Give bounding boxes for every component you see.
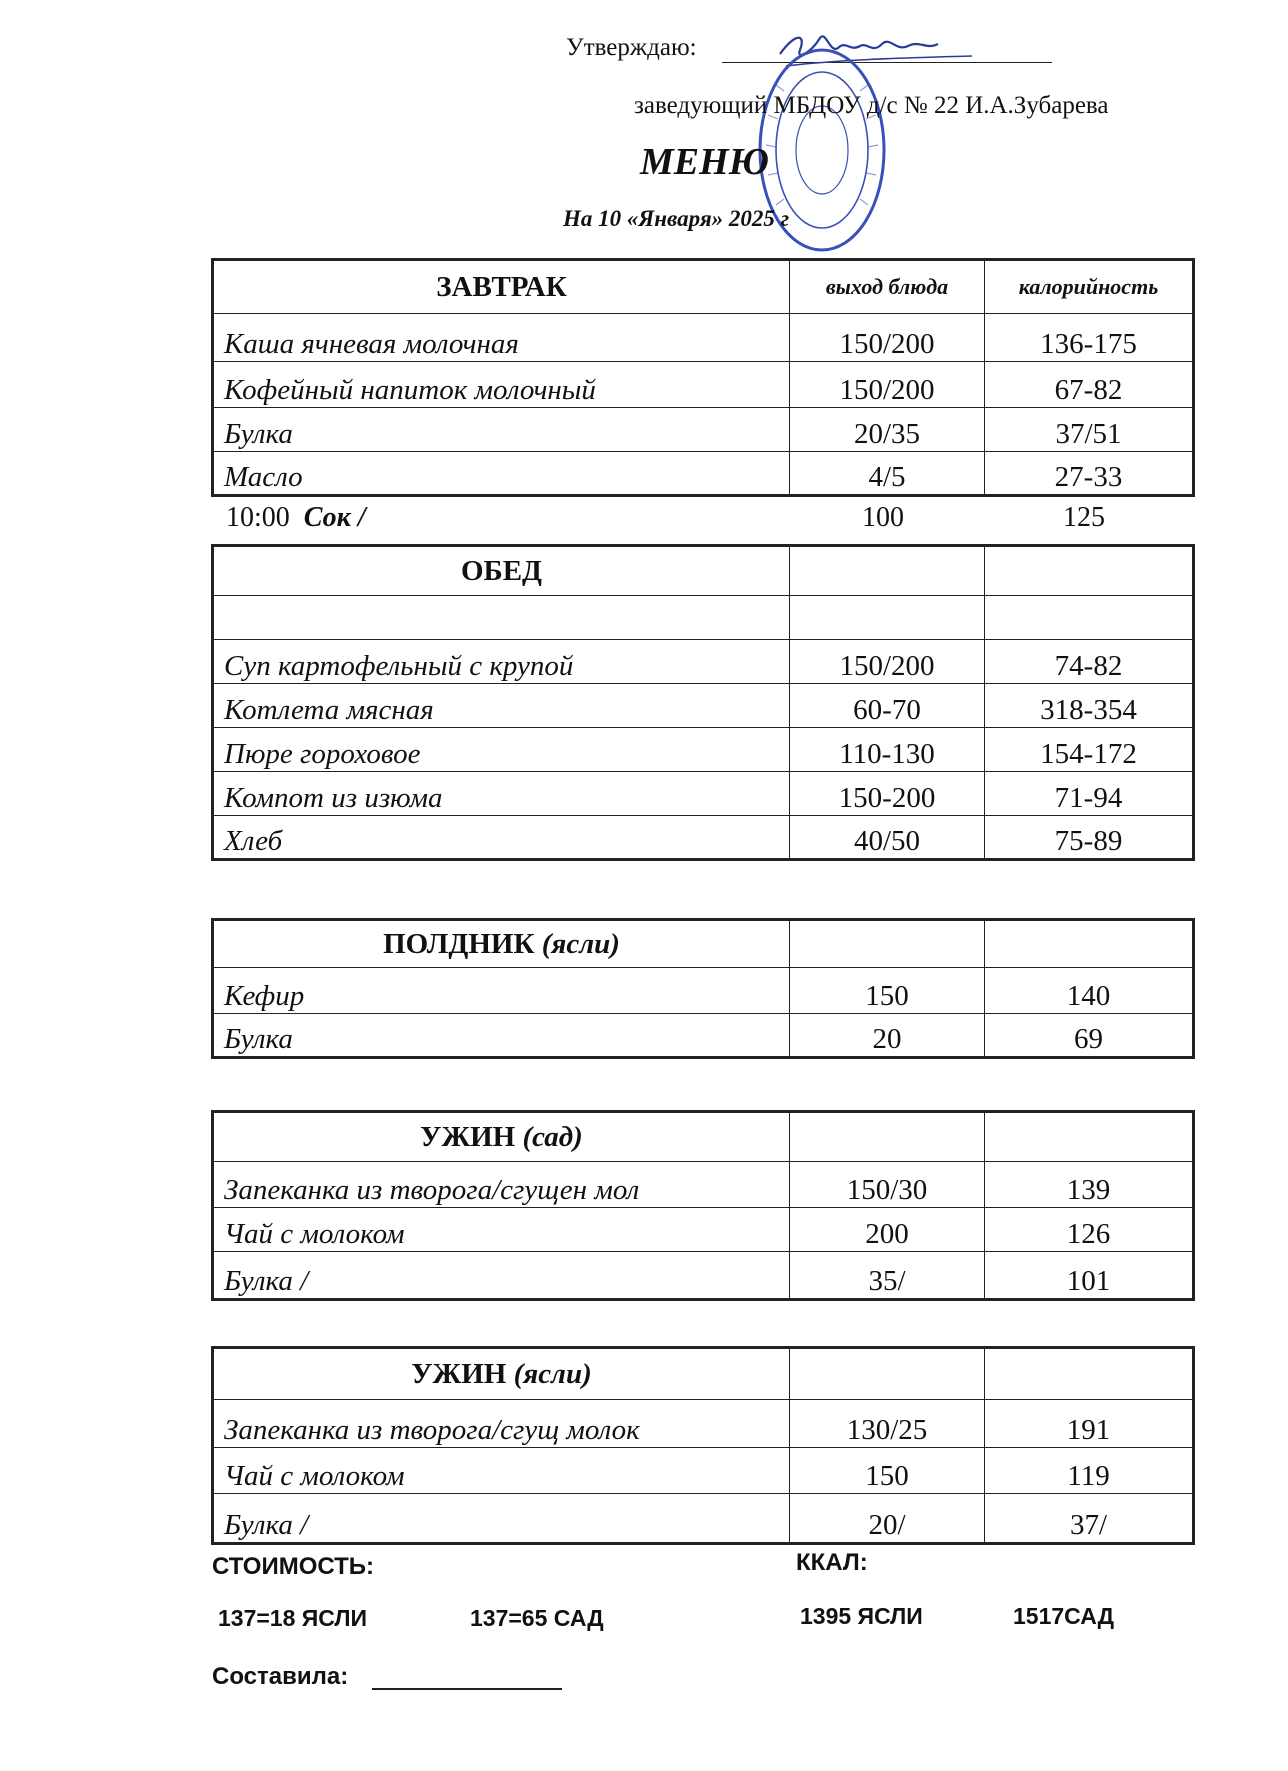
kcal-nursery: 1395 ЯСЛИ xyxy=(800,1603,923,1629)
snack-time: 10:00 xyxy=(226,502,290,533)
table-row: Каша ячневая молочная 150/200 136-175 xyxy=(213,314,1194,362)
compiled-signature-line xyxy=(372,1688,562,1690)
table-row: Булка 20/35 37/51 xyxy=(213,408,1194,452)
section-title-afternoon: ПОЛДНИК (ясли) xyxy=(213,920,790,968)
table-row: Кефир 150 140 xyxy=(213,968,1194,1014)
table-row: Масло 4/5 27-33 xyxy=(213,452,1194,496)
snack-kcal: 125 xyxy=(1063,502,1105,533)
dinner-garden-table xyxy=(211,1110,1195,1301)
section-title-lunch: ОБЕД xyxy=(213,546,790,596)
snack-name: Сок / xyxy=(303,502,366,533)
menu-date: На 10 «Января» 2025 г xyxy=(563,206,790,231)
table-row: Запеканка из творога/сгущен мол 150/30 139 xyxy=(213,1162,1194,1208)
table-row: Чай с молоком 200 126 xyxy=(213,1208,1194,1252)
kcal-label: ККАЛ: xyxy=(796,1549,868,1576)
page-title: МЕНЮ xyxy=(640,141,769,183)
table-row: Булка / 20/ 37/ xyxy=(213,1494,1194,1544)
approve-label: Утверждаю: xyxy=(566,34,697,61)
table-row: Компот из изюма 150-200 71-94 xyxy=(213,772,1194,816)
compiled-label: Составила: xyxy=(212,1663,349,1690)
snack-line xyxy=(226,502,366,534)
breakfast-table xyxy=(211,258,1195,497)
table-row: Булка 20 69 xyxy=(213,1014,1194,1058)
table-row: Хлеб 40/50 75-89 xyxy=(213,816,1194,860)
cost-label: СТОИМОСТЬ: xyxy=(212,1553,375,1580)
column-header-yield: выход блюда xyxy=(790,260,985,314)
section-title-dinner-garden: УЖИН (сад) xyxy=(213,1112,790,1162)
approver: заведующий МБДОУ д/с № 22 И.А.Зубарева xyxy=(634,92,1109,119)
table-row: Запеканка из творога/сгущ молок 130/25 191 xyxy=(213,1400,1194,1448)
table-row: Котлета мясная 60-70 318-354 xyxy=(213,684,1194,728)
snack-yield: 100 xyxy=(862,502,904,533)
afternoon-table xyxy=(211,918,1195,1059)
table-row: Суп картофельный с крупой 150/200 74-82 xyxy=(213,640,1194,684)
table-row: Кофейный напиток молочный 150/200 67-82 xyxy=(213,362,1194,408)
table-row: Пюре гороховое 110-130 154-172 xyxy=(213,728,1194,772)
cost-garden: 137=65 САД xyxy=(470,1605,604,1631)
table-row: Булка / 35/ 101 xyxy=(213,1252,1194,1300)
dinner-nursery-table xyxy=(211,1346,1195,1545)
column-header-calories: калорийность xyxy=(985,260,1194,314)
section-title-dinner-nursery: УЖИН (ясли) xyxy=(213,1348,790,1400)
kcal-garden: 1517САД xyxy=(1013,1603,1115,1629)
table-row: Чай с молоком 150 119 xyxy=(213,1448,1194,1494)
lunch-table xyxy=(211,544,1195,861)
section-title-breakfast: ЗАВТРАК xyxy=(213,260,790,314)
cost-nursery: 137=18 ЯСЛИ xyxy=(218,1605,368,1631)
